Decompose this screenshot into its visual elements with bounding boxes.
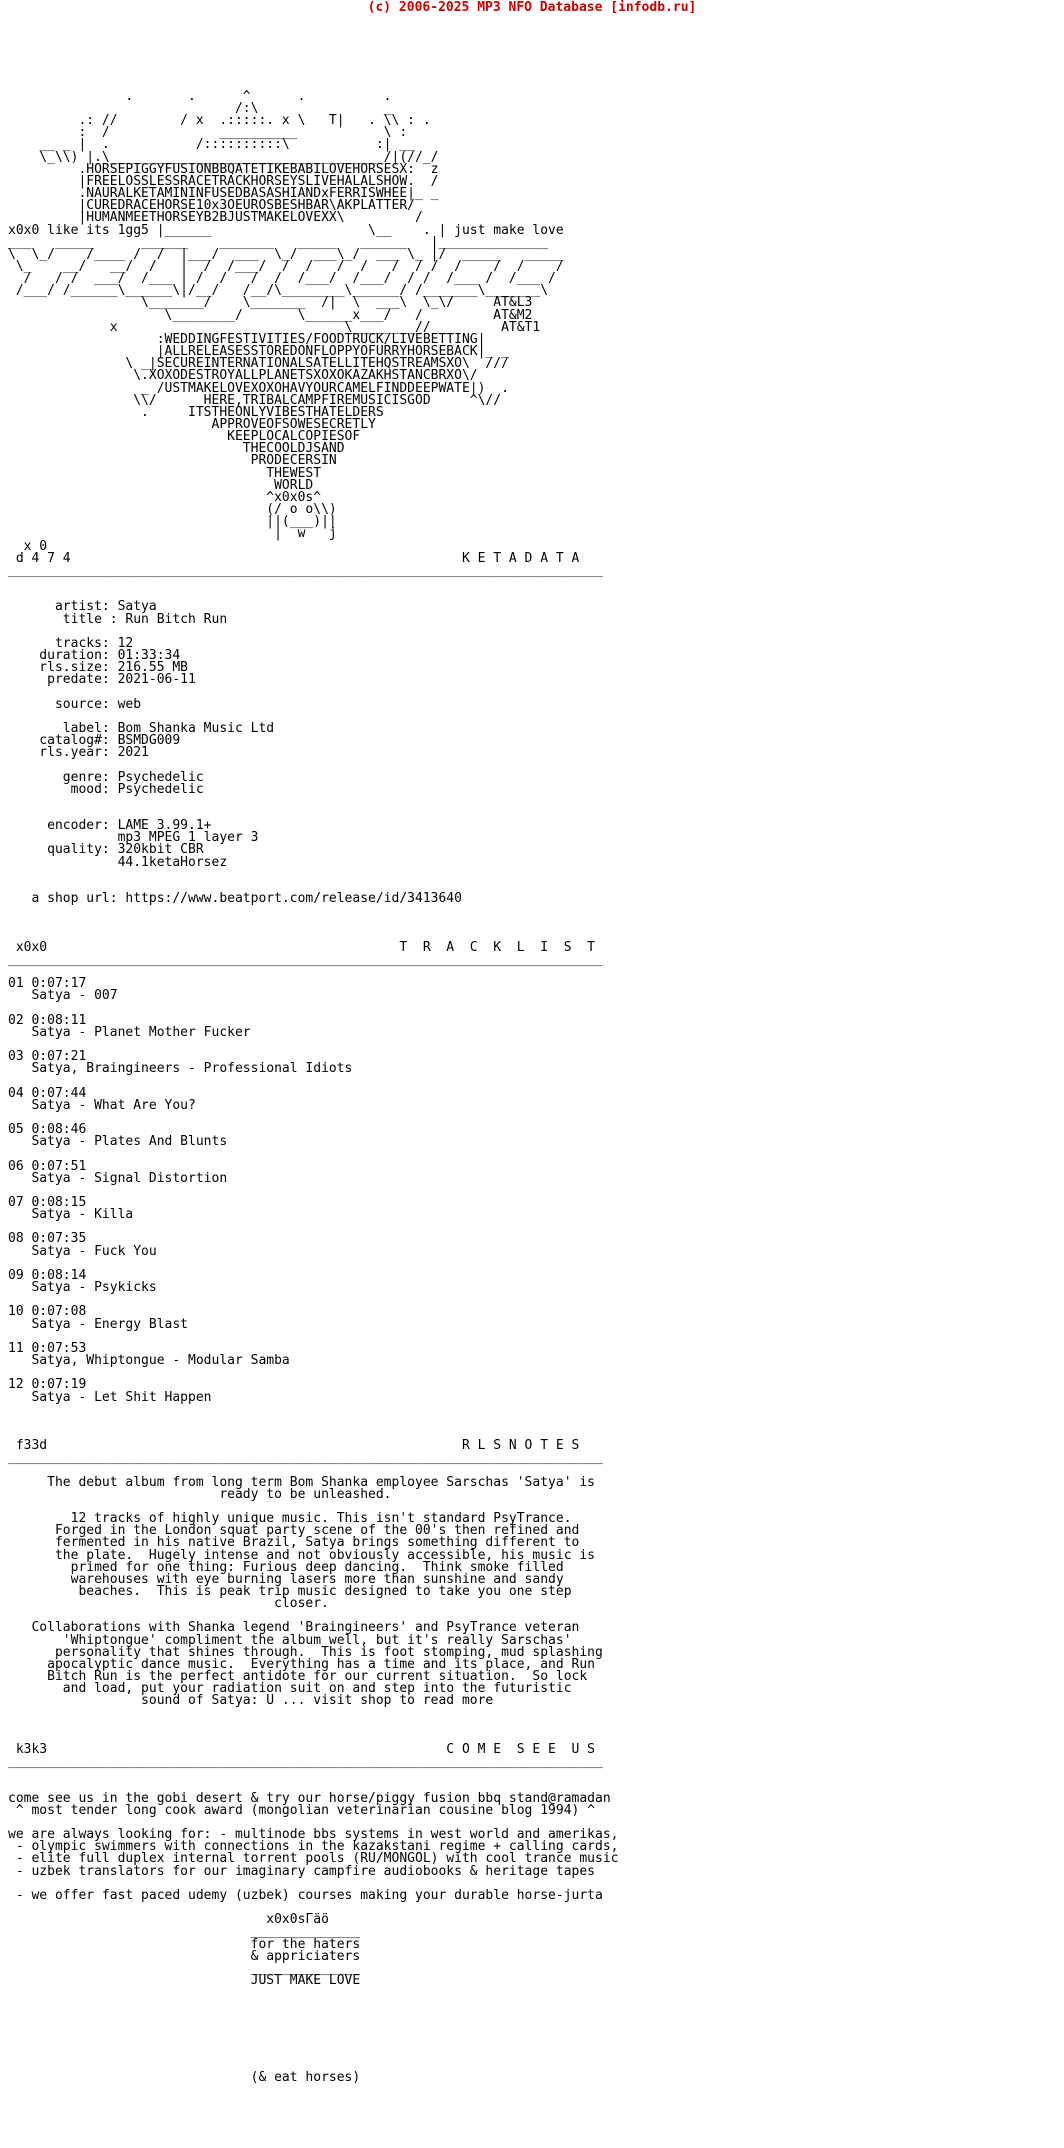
nfo-text-content: . . ^ . . /:\ _ .: // / x .:::::. x \ T| . \\ : . : / __________ \ : __ _ | . /::::::::::\ :| __ \_\\) |.\___________________________________/|(//_/ .HORSEPIGGYFUSIONBBQATETIKEBABILOVEHORSESX: z |FREELOSSLESSRACETRACKHORSEYSLIVEHALALSHOW. / .NAURALKETAMININFUSEDBASASHIANDxFERRISWHEE|_ _ |CUREDRACEHORSE10x3OEUROSBESHBAR\AKPLATTER/ |HUMANMEETHORSEYB2BJUSTMAKELOVEXX\ / x0x0 like its 1gg5 |______ \__ . | just make love ___ _____ ______ _______ _____ ______ |______________ \ \_/ /____ / / |___/ ___ \_/ ___\_/ ___ \_ |/ _____ _____ \_ __/ __/ / | / /___/ / / / / / / / / / / / / / / ___/ /___ | / / / / /___/ /___/ / / /___ / /___ / /___/ /______\______\|/__/ /__/\________\______/ /_______\_______\ \_______/ \_______ /| \ ___\ \_\/ AT&L3 \________/ \______x___/ / AT&M2 x \________// AT&T1 :WEDDINGFESTIVITIES/FOODTRUCK/LIVEBETTING| |ALLRELEASESSTOREDONFLOPPYOFURRYHORSEBACK|_ _ \ _|SECUREINTERNATIONALSATELLITEHQSTREAMSXO\ /// \.XOXODESTROYALLPLANETSXOXOKAZAKHSTANCBRXO\/ _ /USTMAKELOVEXOXOHAVYOURCAMELFINDDEEPWATE|) . \\/ HERE,TRIBALCAMPFIREMUSICISGOD ^\// . ITSTHEONLYVIBESTHATELDERS APPROVEOFSOWESECRETLY KEEPLOCALCOPIESOF THECOOLDJSAND PRODECERSIN THEWEST WORLD ^x0x0s^ (/ o o\\) ||(___)|| | w j x 0 d 4 7 4 K E T A D A T A ____________________________________________________________________________ artist: Satya title : Run Bitch Run tracks: 12 duration: 01:33:34 rls.size: 216.55 MB predate: 2021-06-11 source: web label: Bom Shanka Music Ltd catalog#: BSMDG009 rls.year: 2021 genre: Psychedelic mood: Psychedelic encoder: LAME 3.99.1+ mp3 MPEG 1 layer 3 quality: 320kbit CBR 44.1ketaHorsez a shop url: https://www.beatport.com/release/id/3413640 x0x0 T R A C K L I S T ____________________________________________________________________________ 01 0:07:17 Satya - 007 02 0:08:11 Satya - Planet Mother Fucker 03 0:07:21 Satya, Braingineers - Professional Idiots 04 0:07:44 Satya - What Are You? 05 0:08:46 Satya - Plates And Blunts 06 0:07:51 Satya - Signal Distortion 07 0:08:15 Satya - Killa 08 0:07:35 Satya - Fuck You 09 0:08:14 Satya - Psykicks 10 0:07:08 Satya - Energy Blast 11 0:07:53 Satya, Whiptongue - Modular Samba 12 0:07:19 Satya - Let Shit Happen f33d R L S N O T E S ____________________________________________________________________________ The debut album from long term Bom Shanka employee Sarschas 'Satya' is ready to be unleashed. 12 tracks of highly unique music. This isn't standard PsyTrance. Forged in the London squat party scene of the 00's then refined and fermented in his native Brazil, Satya brings something different to the plate. Hugely intense and not obviously accessible, his music is primed for one thing: Furious deep dancing. Think smoke filled warehouses with eye burning lasers more than sunshine and sandy beaches. This is peak trip music designed to take you one step closer. Collaborations with Shanka legend 'Braingineers' and PsyTrance veteran 'Whiptongue' compliment the album well, but it's really Sarschas' personality that shines through. This is foot stomping, mud splashing apocalyptic dance music. Everything has a time and its place, and Run Bitch Run is the perfect antidote for our current situation. So lock and load, put your radiation suit on and step into the futuristic sound of Satya: U ... visit shop to read more k3k3 C O M E S E E U S ____________________________________________________________________________ come see us in the gobi desert & try our horse/piggy fusion bbq stand@ramadan ^ most tender long cook award (mongolian veterinarian cousine blog 1994) ^ we are always looking for: - multinode bbs systems in west world and amerikas, - olympic swimmers with connections in the kazakstani regime + calling cards, - elite full duplex internal torrent pools (RU/MONGOL) with cool trance music - uzbek translators for our imaginary campfire audiobooks & heritage tapes - we offer fast paced udemy (uzbek) courses making your durable horse-jurta x0x0sГäö ______________ for the haters & appriciaters ______________ JUST MAKE LOVE (& eat horses) (8, 88, 619, 2086)
site-credit-header: (c) 2006-2025 MP3 NFO Database [infodb.ru] (367, 0, 697, 15)
